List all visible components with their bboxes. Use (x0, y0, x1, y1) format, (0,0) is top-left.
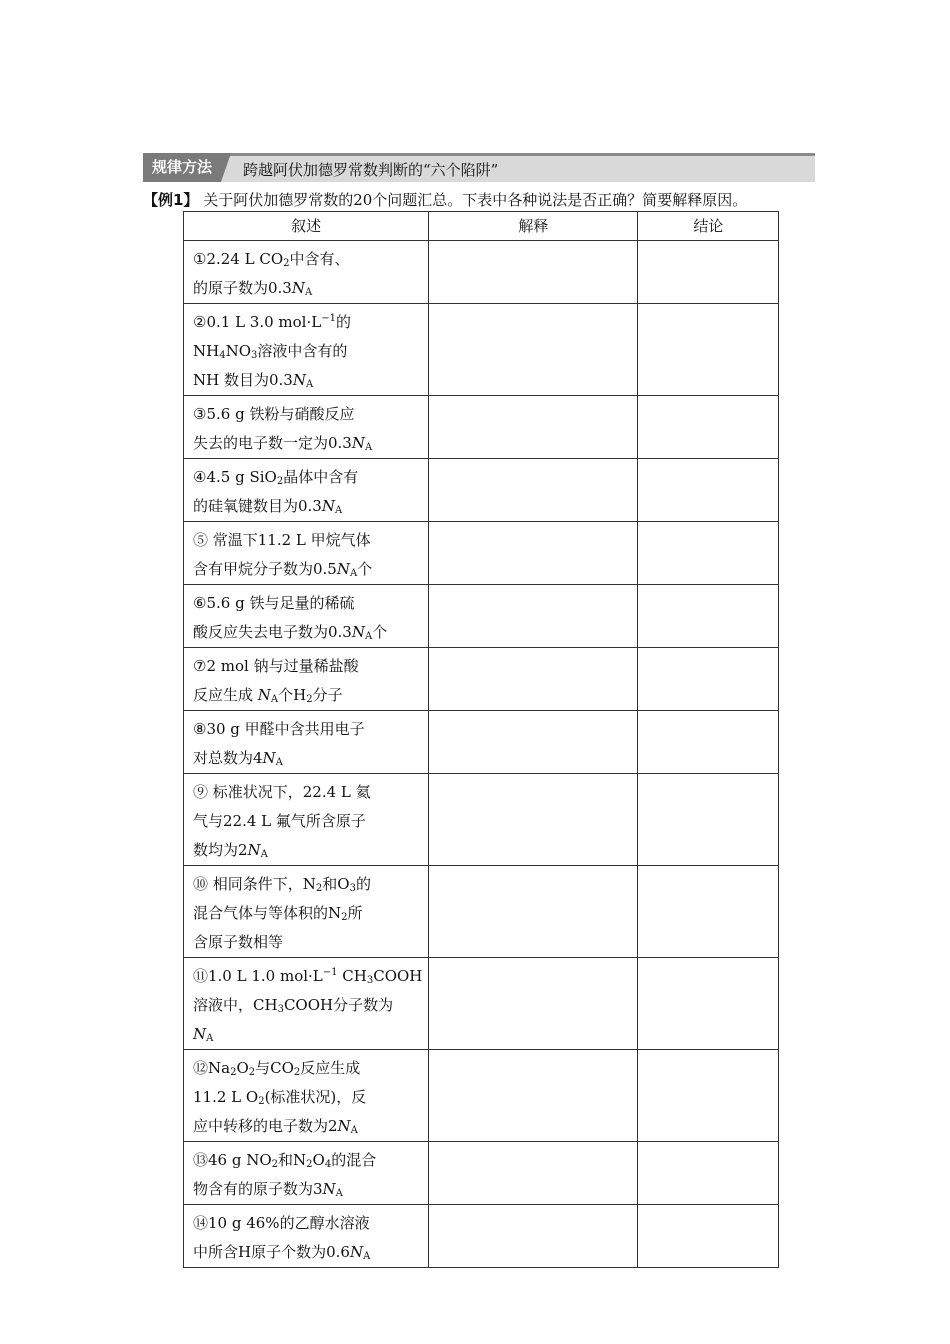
example-question (143, 190, 747, 210)
statement-cell (184, 459, 429, 522)
conclusion-cell[interactable] (638, 1142, 779, 1205)
statement-cell (184, 866, 429, 958)
explanation-cell[interactable] (429, 304, 638, 396)
statement-cell (184, 1205, 429, 1268)
explanation-cell[interactable] (429, 774, 638, 866)
explanation-cell[interactable] (429, 396, 638, 459)
statement-line: ⑨ 标准状况下，22.4 L 氦 (193, 783, 371, 801)
section-label-tab (221, 153, 231, 182)
statement-line: 反应生成 $N_A$个$H_2$分子 (193, 686, 343, 705)
table-row (184, 522, 779, 585)
header-conclusion: 结论 (638, 212, 779, 241)
table-row (184, 304, 779, 396)
statement-line: ①2.24 L $CO_2$中含有、 (193, 250, 350, 269)
table-row (184, 241, 779, 304)
conclusion-cell[interactable] (638, 1205, 779, 1268)
section-banner (143, 153, 815, 182)
statement-line: 酸反应失去电子数为$0.3N_A$个 (193, 623, 388, 642)
explanation-cell[interactable] (429, 958, 638, 1050)
statement-cell (184, 585, 429, 648)
statement-cell (184, 396, 429, 459)
explanation-cell[interactable] (429, 522, 638, 585)
table-row (184, 1050, 779, 1142)
statement-cell (184, 774, 429, 866)
statement-line: 气与22.4 L 氟气所含原子 (193, 812, 366, 830)
statement-cell (184, 1142, 429, 1205)
statement-line: 的硅氧键数目为$0.3N_A$ (193, 497, 343, 516)
conclusion-cell[interactable] (638, 396, 779, 459)
table-row (184, 396, 779, 459)
conclusion-cell[interactable] (638, 1050, 779, 1142)
explanation-cell[interactable] (429, 648, 638, 711)
table-row (184, 1205, 779, 1268)
explanation-cell[interactable] (429, 1205, 638, 1268)
statement-line: ⑪1.0 L 1.0 $mol\cdot L^{-1}$ $CH_3COOH$ (193, 967, 423, 986)
statement-cell (184, 1050, 429, 1142)
statement-line: ⑤ 常温下11.2 L 甲烷气体 (193, 531, 371, 549)
conclusion-cell[interactable] (638, 304, 779, 396)
statement-cell (184, 958, 429, 1050)
table-row (184, 585, 779, 648)
statement-line: 溶液中，$CH_3COOH$分子数为 (193, 996, 394, 1015)
statement-line: $N_A$ (193, 1025, 214, 1044)
statement-line: ⑩ 相同条件下，$N_2$和$O_3$的 (193, 875, 371, 894)
statement-line: ⑬46 g $NO_2$和$N_2O_4$的混合 (193, 1151, 377, 1170)
explanation-cell[interactable] (429, 1142, 638, 1205)
section-label: 规律方法 (143, 153, 221, 182)
table-row (184, 958, 779, 1050)
table-header-row (184, 212, 779, 241)
statement-cell (184, 522, 429, 585)
conclusion-cell[interactable] (638, 774, 779, 866)
statement-line: 11.2 L $O_2$(标准状况)，反 (193, 1088, 367, 1107)
table-row (184, 866, 779, 958)
statement-line: $⑫Na_2O_2$与$CO_2$反应生成 (193, 1059, 361, 1078)
explanation-cell[interactable] (429, 711, 638, 774)
statement-line: 失去的电子数一定为$0.3N_A$ (193, 434, 373, 453)
conclusion-cell[interactable] (638, 585, 779, 648)
statement-cell (184, 711, 429, 774)
statement-line: 含有甲烷分子数为$0.5N_A$个 (193, 560, 373, 579)
statement-line: ②0.1 L 3.0 $mol\cdot L^{-1}$的 (193, 313, 351, 331)
header-explanation: 解释 (429, 212, 638, 241)
table-row (184, 459, 779, 522)
statement-line: ⑭10 g 46%的乙醇水溶液 (193, 1214, 370, 1232)
table-row (184, 711, 779, 774)
statement-line: 数均为$2N_A$ (193, 841, 268, 860)
table-row (184, 774, 779, 866)
explanation-cell[interactable] (429, 241, 638, 304)
table-row (184, 648, 779, 711)
header-statement: 叙述 (184, 212, 429, 241)
explanation-cell[interactable] (429, 866, 638, 958)
statement-cell (184, 241, 429, 304)
conclusion-cell[interactable] (638, 866, 779, 958)
conclusion-cell[interactable] (638, 958, 779, 1050)
statement-line: ③5.6 g 铁粉与硝酸反应 (193, 405, 355, 423)
example-text: 关于阿伏加德罗常数的20个问题汇总。下表中各种说法是否正确？简要解释原因。 (203, 191, 748, 209)
statements-table (183, 211, 779, 1268)
statement-cell (184, 648, 429, 711)
table-row (184, 1142, 779, 1205)
statement-line: ⑧30 g 甲醛中含共用电子 (193, 720, 365, 738)
statement-line: 的原子数为$0.3N_A$ (193, 279, 313, 298)
explanation-cell[interactable] (429, 1050, 638, 1142)
conclusion-cell[interactable] (638, 522, 779, 585)
statement-line: 中所含H原子个数为$0.6N_A$ (193, 1243, 371, 1262)
explanation-cell[interactable] (429, 585, 638, 648)
example-tag: 【例1】 (143, 191, 199, 209)
explanation-cell[interactable] (429, 459, 638, 522)
statement-line: ⑥5.6 g 铁与足量的稀硫 (193, 594, 355, 612)
statement-line: ④4.5 g SiO$_2$晶体中含有 (193, 468, 359, 487)
statement-line: NH 数目为$0.3N_A$ (193, 371, 314, 390)
statement-line: ⑦2 mol 钠与过量稀盐酸 (193, 657, 359, 675)
statement-line: 对总数为$4N_A$ (193, 749, 283, 768)
conclusion-cell[interactable] (638, 241, 779, 304)
conclusion-cell[interactable] (638, 459, 779, 522)
statement-cell (184, 304, 429, 396)
section-title: 跨越阿伏加德罗常数判断的“六个陷阱” (243, 161, 499, 179)
statement-line: 物含有的原子数为$3N_A$ (193, 1180, 343, 1199)
conclusion-cell[interactable] (638, 648, 779, 711)
statement-line: 混合气体与等体积的$N_2$所 (193, 904, 363, 923)
conclusion-cell[interactable] (638, 711, 779, 774)
statement-line: 应中转移的电子数为$2N_A$ (193, 1117, 358, 1136)
statement-line: 含原子数相等 (193, 933, 284, 951)
statement-line: $NH_4NO_3$溶液中含有的 (193, 342, 348, 361)
